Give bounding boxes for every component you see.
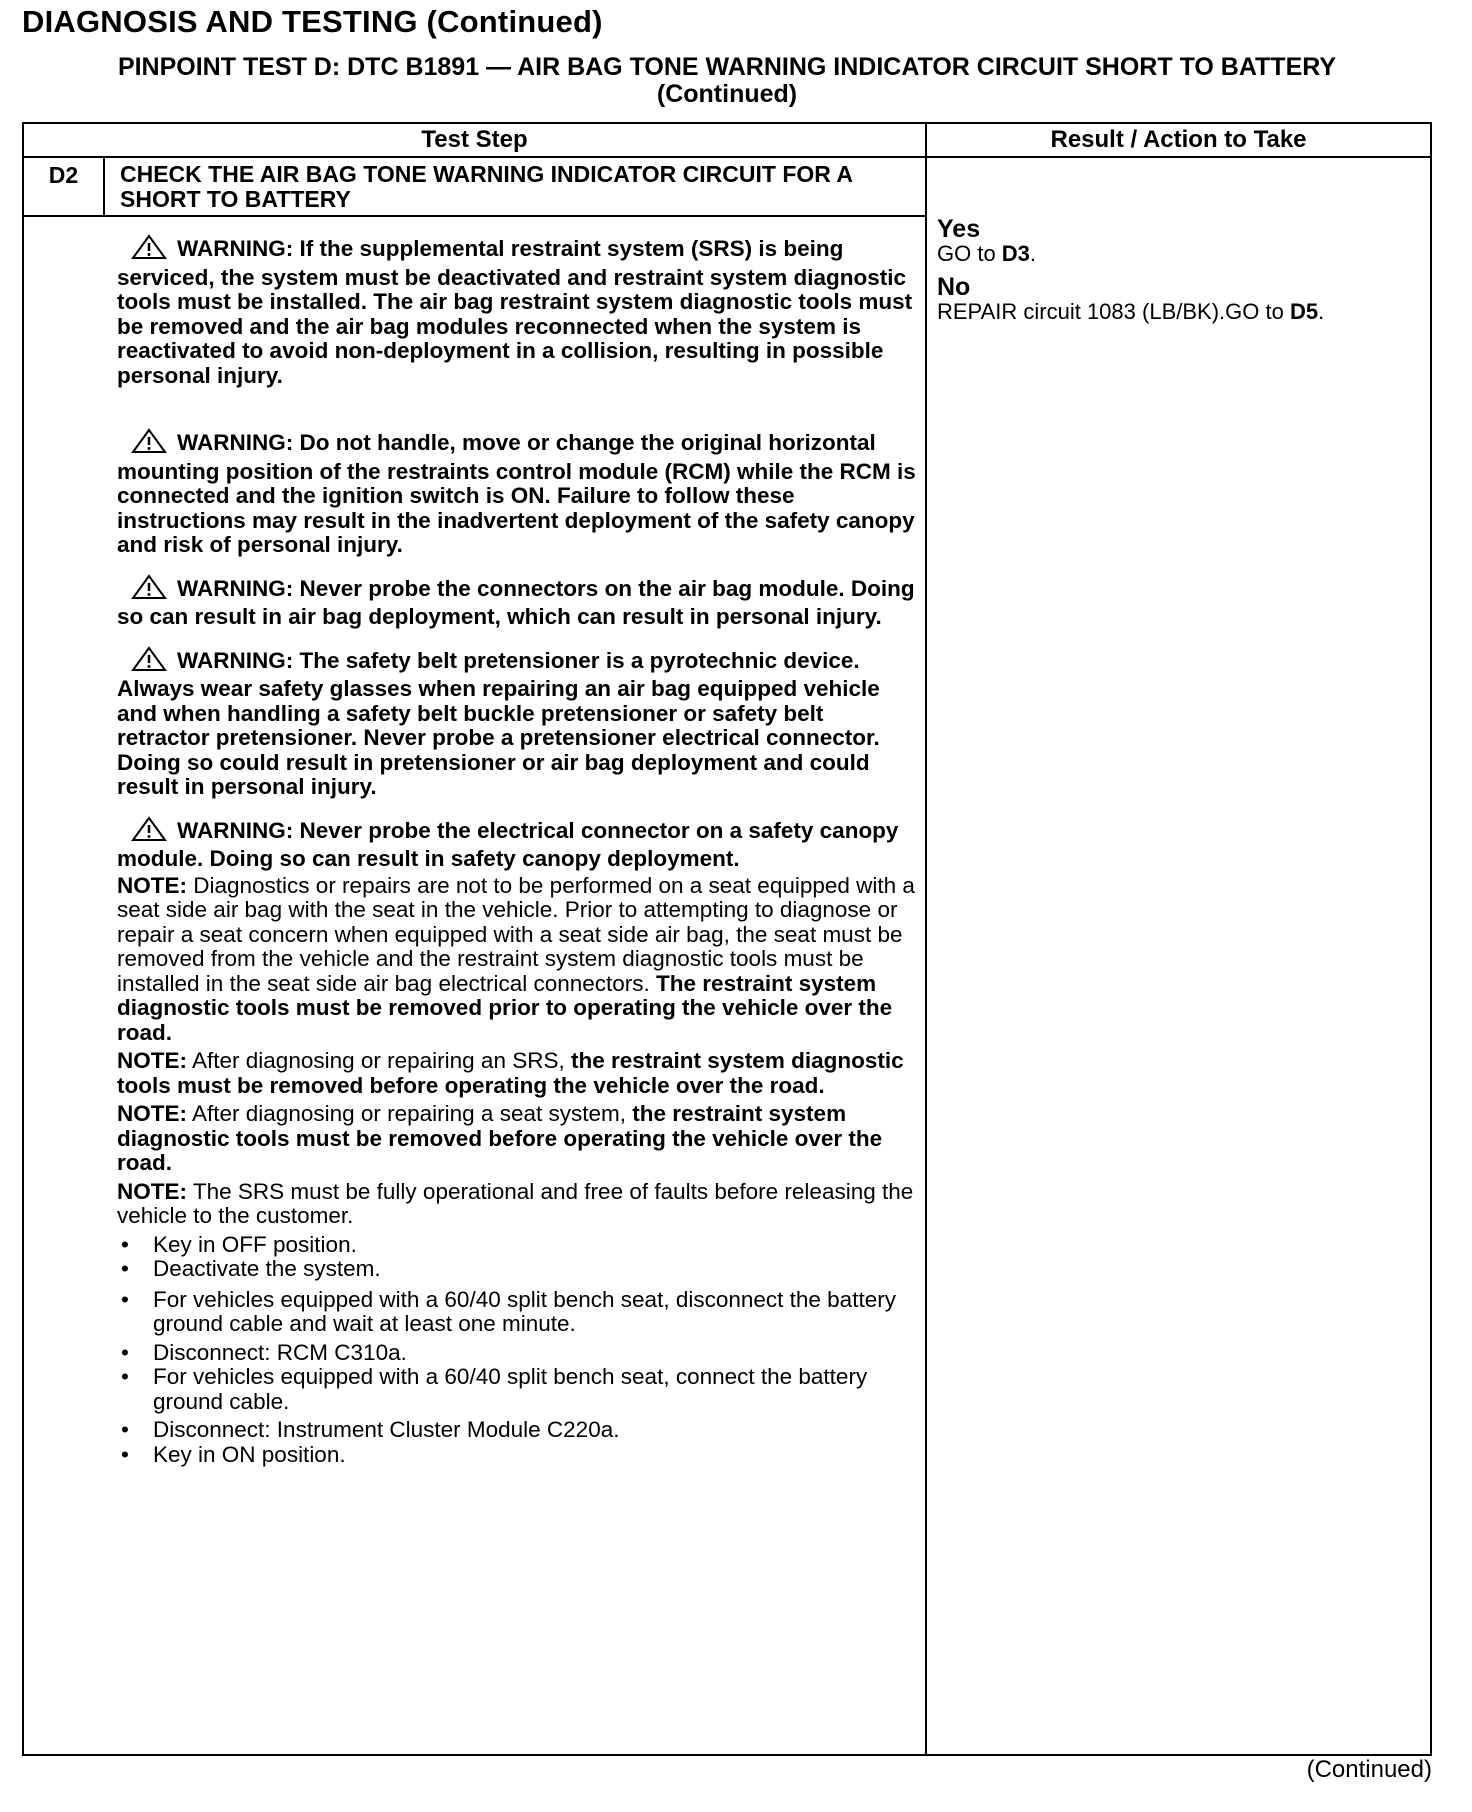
list-item: • Key in ON position. <box>117 1443 917 1468</box>
pinpoint-test-title <box>22 54 1432 108</box>
step-title: CHECK THE AIR BAG TONE WARNING INDICATOR CIRCUIT FOR A SHORT TO BATTERY <box>120 161 853 212</box>
no-action-target: D5 <box>1289 299 1319 324</box>
result-no-label: No <box>937 273 971 301</box>
warning-pretensioner <box>117 646 917 800</box>
warning-triangle-icon <box>131 816 167 848</box>
column-divider <box>925 124 927 1754</box>
page-heading: DIAGNOSIS AND TESTING (Continued) <box>22 4 603 39</box>
note-text: After diagnosing or repairing a seat system, <box>187 1101 633 1126</box>
list-item: • Disconnect: Instrument Cluster Module C220a. <box>117 1418 917 1443</box>
yes-action-suffix: . <box>1029 241 1037 266</box>
note-bold-text: The restraint system diagnostic tools must be removed prior to operating the vehicle over the road. <box>117 970 893 1045</box>
note-seat-side-airbag <box>117 874 917 1046</box>
test-step-body <box>117 234 917 1467</box>
note-text: Diagnostics or repairs are not to be performed on a seat equipped with a seat side air bag with the seat in the vehicle. Prior to attempting to diagnose or repair a seat concern when equipped with a seat side air bag, the seat must be removed from the vehicle and the restraint system diagnostic tools must be installed in the seat side air bag electrical connectors. <box>117 872 915 996</box>
step-id: D2 <box>24 158 105 215</box>
procedure-steps <box>117 1233 917 1468</box>
note-label: NOTE: <box>117 872 187 898</box>
warning-probe-airbag <box>117 574 917 630</box>
note-srs-operational <box>117 1180 917 1229</box>
result-yes-label: Yes <box>937 215 981 243</box>
note-text: The SRS must be fully operational and free of faults before releasing the vehicle to the customer. <box>117 1178 914 1228</box>
warning-text: WARNING: Do not handle, move or change the original horizontal mounting position of the restraints control module (RCM) while the RCM is connected and the ignition switch is ON. Failure to follow these instructions may result in the inadvertent deployment of the safety canopy and risk of personal injury. <box>117 430 916 557</box>
warning-triangle-icon <box>131 646 167 678</box>
column-header-test-step: Test Step <box>421 126 528 153</box>
list-item: • For vehicles equipped with a 60/40 split bench seat, disconnect the battery ground cable and wait at least one minute. <box>117 1288 917 1337</box>
warning-text: WARNING: If the supplemental restraint system (SRS) is being serviced, the system must be deactivated and restraint system diagnostic tools must be installed. The air bag restraint system diagnostic tools must be removed and the air bag modules reconnected when the system is reactivated to avoid non-deployment in a collision, resulting in possible personal injury. <box>117 236 913 388</box>
note-bold-text: the restraint system diagnostic tools must be removed before operating the vehicle over the road. <box>117 1101 883 1175</box>
note-text: After diagnosing or repairing an SRS, <box>187 1048 571 1073</box>
no-action-suffix: . <box>1318 299 1325 324</box>
yes-action-target: D3 <box>1001 241 1030 266</box>
note-label: NOTE: <box>117 1178 187 1204</box>
warning-text: WARNING: Never probe the connectors on the air bag module. Doing so can result in air bag deployment, which can result in personal injury. <box>117 575 915 629</box>
note-bold-text: the restraint system diagnostic tools must be removed before operating the vehicle over the road. <box>117 1048 904 1098</box>
result-yes-action <box>937 242 1417 266</box>
warning-rcm-position <box>117 428 917 558</box>
yes-action-text: GO to <box>937 241 1002 266</box>
result-action <box>937 216 1417 324</box>
note-after-seat-system <box>117 1102 917 1176</box>
note-after-srs <box>117 1049 917 1098</box>
result-no-action <box>937 300 1417 324</box>
warning-safety-canopy <box>117 816 917 872</box>
test-title-line1: PINPOINT TEST D: DTC B1891 — AIR BAG TONE WARNING INDICATOR CIRCUIT SHORT TO BATTERY <box>117 53 1337 81</box>
continued-footer: (Continued) <box>1306 1756 1432 1783</box>
warning-text: WARNING: The safety belt pretensioner is a pyrotechnic device. Always wear safety glasses when repairing an air bag equipped vehicle and when handling a safety belt buckle pretensioner or safety belt retractor pretensioner. Never probe a pretensioner electrical connector. Doing so could result in pretensioner or air bag deployment and could result in personal injury. <box>117 647 880 799</box>
column-header-result: Result / Action to Take <box>1050 126 1307 153</box>
note-label: NOTE: <box>117 1048 187 1073</box>
warning-srs-serviced <box>117 234 917 388</box>
note-label: NOTE: <box>117 1101 187 1126</box>
list-item: • Deactivate the system. <box>117 1257 917 1282</box>
list-item: • For vehicles equipped with a 60/40 split bench seat, connect the battery ground cable. <box>117 1365 917 1414</box>
warning-triangle-icon <box>131 428 167 460</box>
test-title-line2: (Continued) <box>656 80 798 108</box>
step-header-row <box>24 158 925 217</box>
test-table <box>22 122 1432 1756</box>
warning-triangle-icon <box>131 574 167 606</box>
list-item: • Key in OFF position. <box>117 1233 917 1258</box>
list-item: • Disconnect: RCM C310a. <box>117 1341 917 1366</box>
warning-text: WARNING: Never probe the electrical connector on a safety canopy module. Doing so can result in safety canopy deployment. <box>117 817 899 871</box>
warning-triangle-icon <box>131 234 167 266</box>
no-action-text: REPAIR circuit 1083 (LB/BK).GO to <box>937 299 1290 324</box>
